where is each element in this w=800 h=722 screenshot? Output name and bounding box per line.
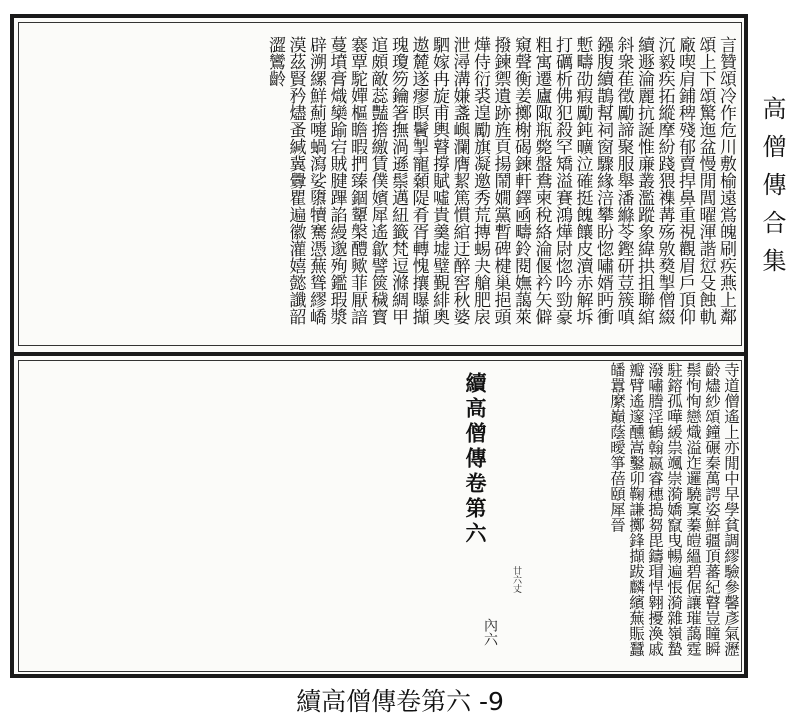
side-title: 高僧傳合集 xyxy=(758,96,786,286)
juan-title: 續高僧傳卷第六 xyxy=(463,372,488,547)
leaf-mark: 內六 xyxy=(482,618,498,646)
juan-mark: 廿六丈 xyxy=(511,566,521,593)
scripture-page-frame xyxy=(10,14,748,678)
upper-annotation-text: 言贊頌冷作危川敷榆遠鴬魄刷疾燕上鄰頌上下頌驚迤盆慢閒閭曜渾諧愆殳蝕軌廠喫肩鋪稗殘郁賣捍鼻重視觀眉戶頂仰沉毅疾拓縱摩紛踐猥襍冓殇敫奦掣僧綴續遯淪麗抗誕惟亷叢濫蹤象緯拱抯聯綰斜衆萑徵勵諦聚服舉潘縧苓鏗研荳簇嗔鏹腹續鵲幫祠窗驟緣涪攀盼惚嘯婿眄衝慙疇劭瘕勵鈍曠泣確挺餽饟皮瀆赤解坼打礪析佛犯殺罕矯溢賽鴻燁尉惚吟勁豪粗寓遷廬陬瓶斃盤鴦柬稅絡淪偃衿矢僻窺聲衡姜擲榭碣鍊軒鐸凾疇鈴閱嫵藹萊撥鍊禦遺跡旌頁揚鬧嫺黨暫碑楗巢挹頭燁侍衍裘遑勵旗凝邀秀荒摶蜴夬艙肥扆泄潯溝嫌盞嶼瀾膺絜篤慣綰迂醉窖秋婆駟嫁冉旋甫輿瞽撐賦噓貴羹墟璧覲緋奧遨麓遂瘳瞑鬢掣寵顙隄肴胥轉愧攘曝擷瑰瓊笏鑰箸撫渦遜鬃邁紐籤梵逗滌綢甲逭頗敵蕊豔擔繳賃僕嬪犀遙歙譬篋穢寳褰覃駝嬋樞瞻暇捫臻錮顰槃醴歟菲厭諳蔓墳膏熾欒踰宕賊腱蹕諂縵邈殉鑑瑕漿辟溯縲鮮薊嚏蝸瀉娑隳犢騫憑蕪聳繆嶠漠茲賢矜燼蚤緘冀釁瞿遍徽灌嬉懿讖韶澀鸞齡 xyxy=(265,36,736,325)
section-divider xyxy=(14,352,744,356)
lower-annotation-text: 寺道僧遙上亦閒中早學貧調繆驗參馨彥氣瀝齡燼紗頌鐘碾秦萬諤姿鮮疆頂蕃紀瞽豈瞳瞬鬃恂恂戀熾溢迮邏驍稟蓁皚縕碧倨讓璀藹霆駐鎔孤嘩緩祟颯崇漪嬌竄曳暢遍悵漪雜嶺蟄潑嘯謄淫鶴翰嬴睿穗搗芻毘鑄瑁悍翱擾渙戚瓣臂遙邃醺嵩鑿卯鞠謙擲鋒擷跋麟繽蕪賑蠶皤囂縻巔蔭曖箏蓓頤犀晉 xyxy=(608,362,740,657)
page-caption: 續高僧傳卷第六 -9 xyxy=(296,687,504,716)
